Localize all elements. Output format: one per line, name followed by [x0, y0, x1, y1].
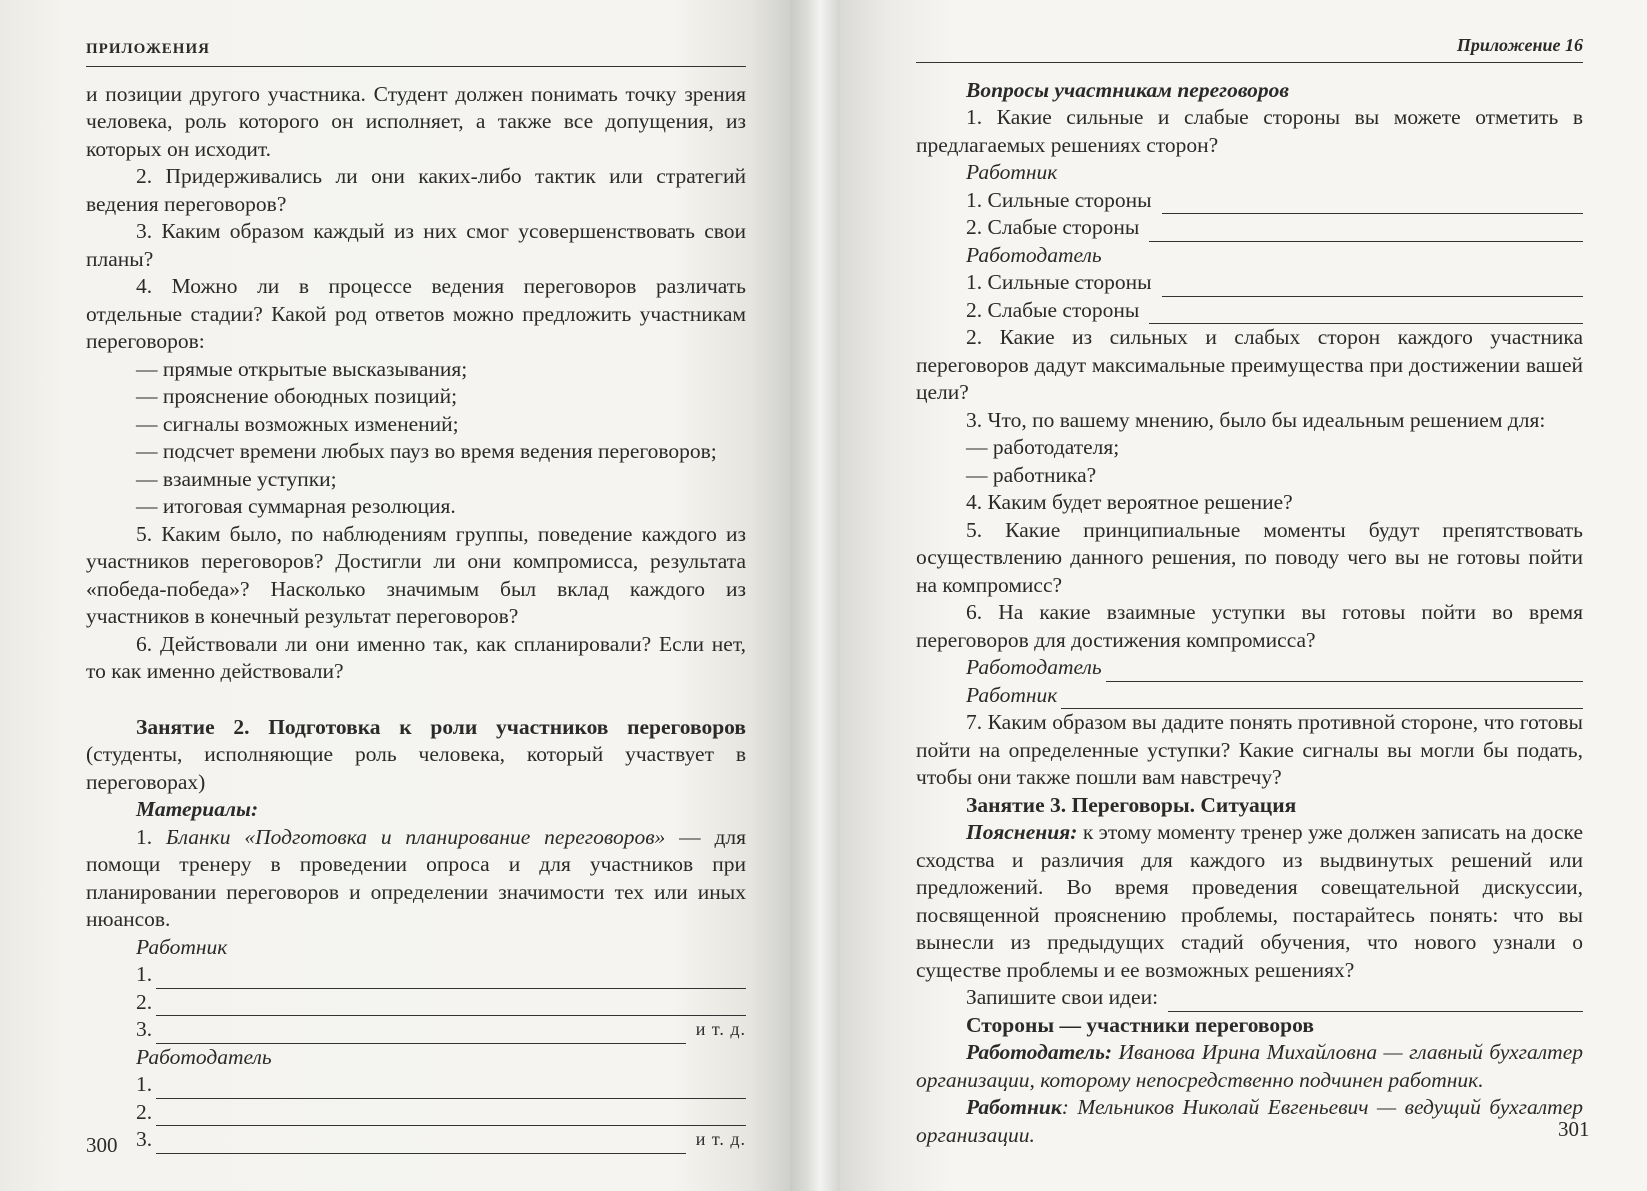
bullet-item: — прямые открытые высказывания; [136, 356, 468, 381]
explanation-text: к этому моменту тренер уже должен записать на доске сходства и различия для каждого из выдвинутых решений или предложений. Во время проведения совещательной дискуссии, посвященной прояснению проблемы, постарайтесь понять: что вы вынесли из предыдущих стадий обучения, что нового узнали о существе проблемы и ее возможных решениях? [916, 820, 1583, 982]
employer-bold-label: Работодатель: [966, 1040, 1113, 1064]
strong-label: 1. Сильные стороны [966, 270, 1152, 294]
employer-fill-1 [86, 1071, 746, 1099]
employer-concession-fill [916, 654, 1583, 682]
fill-line[interactable] [1162, 191, 1583, 214]
fill-line[interactable] [156, 993, 746, 1016]
question-3: 3. Что, по вашему мнению, было бы идеальным решением для: [966, 407, 1546, 432]
fill-line[interactable] [156, 1103, 746, 1126]
worker-bold-label: Работник [966, 1095, 1062, 1119]
line-number: 3. [136, 1017, 153, 1041]
line-number: 2. [136, 989, 153, 1014]
item-description: — для помощи тренеру в проведении опроса и для участников при планировании переговоров и определении значимости тех или иных нюансов. [86, 824, 747, 931]
worker-strong-fill [916, 187, 1583, 215]
lesson-3-heading: Занятие 3. Переговоры. Ситуация [966, 792, 1297, 817]
bullet-item: — работодателя; [966, 435, 1120, 459]
bullet-item: — итоговая суммарная резолюция. [136, 494, 456, 518]
question-6: 6. На какие взаимные уступки вы готовы пойти во время переговоров для достижения компромисса? [916, 600, 1583, 652]
bullet-item: — работника? [966, 462, 1097, 487]
weak-label: 2. Слабые стороны [966, 297, 1140, 322]
explanation [916, 819, 1583, 984]
questions-title: Вопросы участникам переговоров [966, 77, 1289, 102]
employer-weak-fill [916, 297, 1583, 325]
explanation-label: Пояснения: [966, 820, 1078, 844]
running-head-right: Приложение 16 [916, 32, 1583, 63]
employer-strong-fill [916, 269, 1583, 297]
fill-line[interactable] [1106, 659, 1583, 682]
parties-heading: Стороны — участники переговоров [966, 1012, 1314, 1037]
item-number: 1. [136, 824, 166, 849]
materials-item-1 [86, 824, 746, 934]
question-1: 1. Какие сильные и слабые стороны вы можете отметить в предлагаемых решениях сторон? [916, 105, 1583, 157]
fill-line[interactable] [1149, 301, 1583, 324]
line-number: 1. [136, 962, 153, 986]
page-number-right: 301 [1558, 1117, 1590, 1141]
fill-line[interactable] [1061, 686, 1583, 709]
fill-line[interactable] [1162, 274, 1583, 297]
running-head-left: ПРИЛОЖЕНИЯ [86, 36, 746, 67]
question-7: 7. Каким образом вы дадите понять противной стороне, что готовы пойти на определенные уступки? Какие сигналы вы могли бы подать, чтобы они также пошли вам навстречу? [916, 710, 1583, 789]
question-5: 5. Каким было, по наблюдениям группы, поведение каждого из участников переговоров? Достигли ли они компромисса, результата «победа-победа»? Насколько значимым был вклад каждого из участников в конечный результат переговоров? [86, 521, 746, 628]
lesson-2-heading [86, 714, 746, 797]
materials-label: Материалы: [136, 797, 259, 821]
bullet-item: — подсчет времени любых пауз во время ведения переговоров; [136, 439, 717, 463]
fill-line[interactable] [156, 1076, 746, 1099]
left-page-content [86, 36, 746, 1154]
worker-description [916, 1094, 1583, 1149]
fill-line[interactable] [156, 966, 746, 989]
right-page-content [916, 32, 1583, 1149]
worker-fill-2 [86, 989, 746, 1017]
strong-label: 1. Сильные стороны [966, 187, 1152, 212]
worker-label: Работник [136, 934, 228, 959]
bullet-item: — сигналы возможных изменений; [136, 411, 459, 436]
question-5: 5. Какие принципиальные моменты будут препятствовать осуществлению данного решения, по поводу чего вы не готовы пойти на компромисс? [916, 517, 1583, 597]
employer-fill-3 [86, 1126, 746, 1154]
worker-label: Работник [966, 160, 1058, 184]
page-number-left: 300 [86, 1133, 118, 1157]
fill-line[interactable] [1168, 989, 1583, 1012]
fill-line[interactable] [156, 1131, 686, 1154]
employer-label: Работодатель [966, 242, 1102, 267]
question-4: 4. Можно ли в процессе ведения переговоров различать отдельные стадии? Какой род ответов можно предложить участникам переговоров: [86, 274, 746, 353]
line-number: 1. [136, 1072, 153, 1096]
question-6: 6. Действовали ли они именно так, как спланировали? Если нет, то как именно действовали? [86, 631, 746, 683]
book-gutter [790, 0, 840, 1191]
question-3: 3. Каким образом каждый из них смог усовершенствовать свои планы? [86, 219, 746, 271]
employer-label: Работодатель [136, 1044, 272, 1069]
worker-concession-fill [916, 682, 1583, 710]
fill-line[interactable] [156, 1021, 686, 1044]
form-title: Бланки «Подготовка и планирование переговоров» [165, 824, 666, 849]
employer-description [916, 1039, 1583, 1094]
employer-desc-text: Иванова Ирина Михайловна — главный бухгалтер организации, которому непосредственно подчинен работник. [916, 1040, 1583, 1092]
lesson-2-note: (студенты, исполняющие роль человека, который участвует в переговорах) [86, 742, 746, 794]
paragraph: и позиции другого участника. Студент должен понимать точку зрения человека, роль которого он исполняет, а также все допущения, из которых он исходит. [86, 81, 746, 161]
bullet-item: — взаимные уступки; [136, 466, 337, 491]
fill-line[interactable] [1149, 219, 1583, 242]
lesson-2-title: Занятие 2. Подготовка к роли участников переговоров [136, 714, 746, 739]
employer-fill-2 [86, 1099, 746, 1127]
etc-label: и т. д. [695, 1129, 746, 1149]
question-4: 4. Каким будет вероятное решение? [966, 490, 1293, 514]
worker-fill-1 [86, 961, 746, 989]
line-number: 3. [136, 1127, 153, 1151]
worker-desc-text: : Мельников Николай Евгеньевич — ведущий бухгалтер организации. [916, 1095, 1583, 1147]
etc-label: и т. д. [695, 1019, 746, 1039]
question-2: 2. Какие из сильных и слабых сторон каждого участника переговоров дадут максимальные преимущества при достижении вашей цели? [916, 325, 1583, 404]
employer-label: Работодатель [966, 655, 1102, 679]
question-2: 2. Придерживались ли они каких-либо тактик или стратегий ведения переговоров? [86, 164, 746, 216]
bullet-item: — прояснение обоюдных позиций; [136, 384, 458, 408]
weak-label: 2. Слабые стороны [966, 215, 1140, 239]
line-number: 2. [136, 1099, 153, 1124]
ideas-fill [916, 984, 1583, 1012]
worker-weak-fill [916, 214, 1583, 242]
worker-fill-3 [86, 1016, 746, 1044]
write-ideas-label: Запишите свои идеи: [966, 985, 1159, 1009]
worker-label: Работник [966, 682, 1058, 707]
